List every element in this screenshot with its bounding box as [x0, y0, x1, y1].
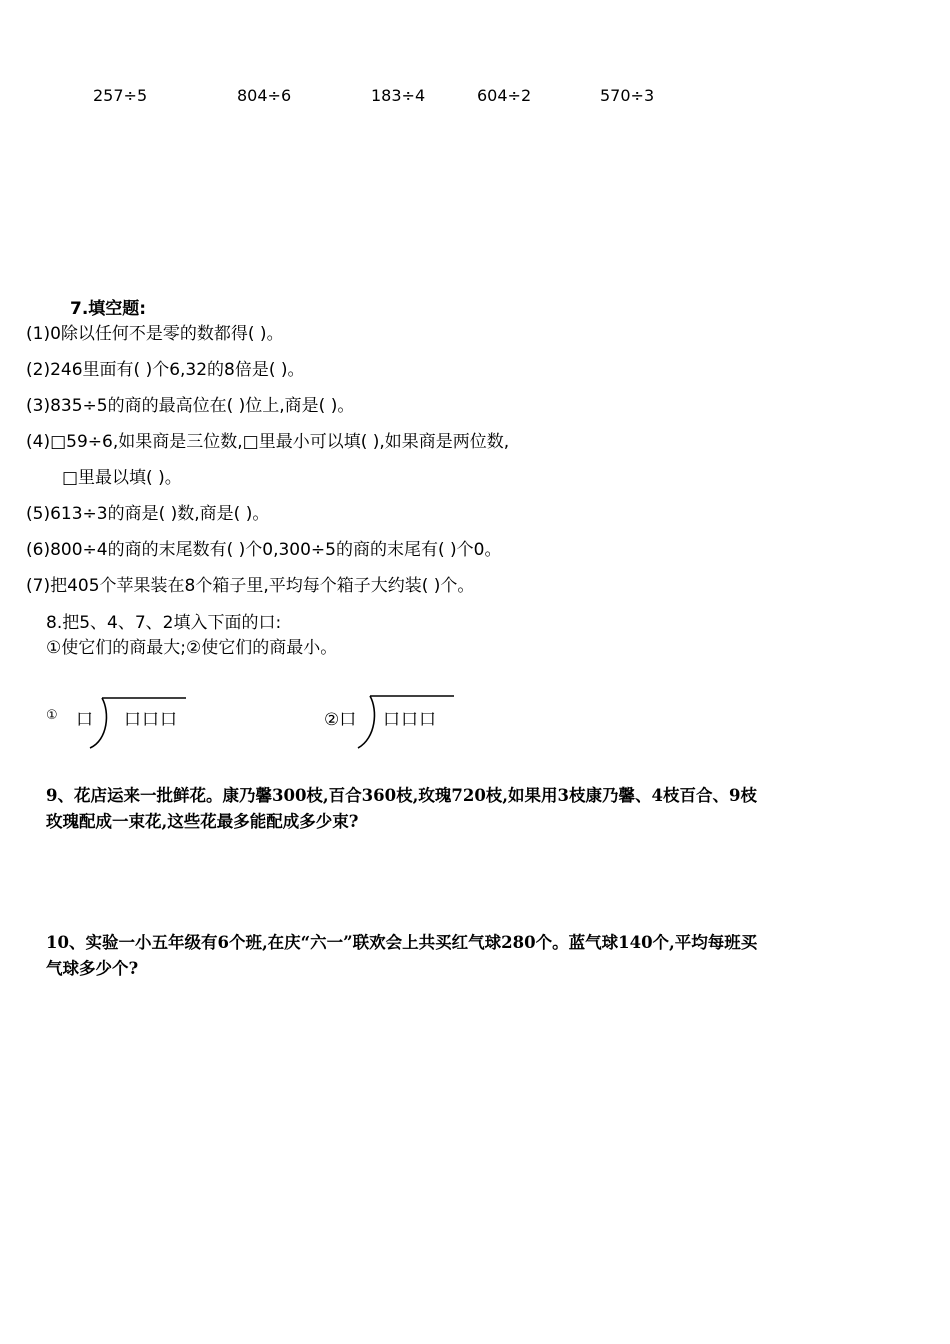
q9-line-2: 玫瑰配成一束花,这些花最多能配成多少束? [46, 812, 359, 831]
q10-line-2: 气球多少个? [46, 959, 139, 978]
q7-item-4: (4)□59÷6,如果商是三位数,□里最小可以填( ),如果商是两位数, [26, 432, 510, 452]
q7-item-2: (2)246里面有( )个6,32的8倍是( )。 [26, 360, 305, 380]
q9-line-1: 9、花店运来一批鲜花。康乃馨300枝,百合360枝,玫瑰720枝,如果用3枝康乃馨、4枝百合、9枝 [46, 786, 757, 805]
q8-subtitle: ①使它们的商最大;②使它们的商最小。 [46, 638, 338, 658]
q8-left-dividend: 口口口 [124, 710, 178, 730]
q7-title: 7.填空题: [70, 299, 147, 319]
q7-item-1: (1)0除以任何不是零的数都得( )。 [26, 324, 284, 344]
q7-item-6: (6)800÷4的商的末尾数有( )个0,300÷5的商的末尾有( )个0。 [26, 540, 502, 560]
q8-title: 8.把5、4、7、2填入下面的口: [46, 613, 282, 633]
q8-right-dividend: 口口口 [383, 710, 437, 730]
calc-4: 604÷2 [477, 86, 532, 105]
calc-5: 570÷3 [600, 86, 655, 105]
q10-line-1: 10、实验一小五年级有6个班,在庆“六一”联欢会上共买红气球280个。蓝气球140个,平均每班买 [46, 933, 758, 952]
q7-item-7: (7)把405个苹果装在8个箱子里,平均每个箱子大约装( )个。 [26, 576, 475, 596]
calc-3: 183÷4 [371, 86, 426, 105]
q8-left-divisor: 口 [76, 710, 93, 730]
q8-right-marker: ②口 [324, 710, 357, 730]
q7-item-5: (5)613÷3的商是( )数,商是( )。 [26, 504, 270, 524]
calc-2: 804÷6 [237, 86, 292, 105]
calc-1: 257÷5 [93, 86, 148, 105]
q7-item-4-continued: □里最以填( )。 [62, 468, 182, 488]
q7-item-3: (3)835÷5的商的最高位在( )位上,商是( )。 [26, 396, 355, 416]
q8-left-marker: ① [46, 708, 58, 723]
